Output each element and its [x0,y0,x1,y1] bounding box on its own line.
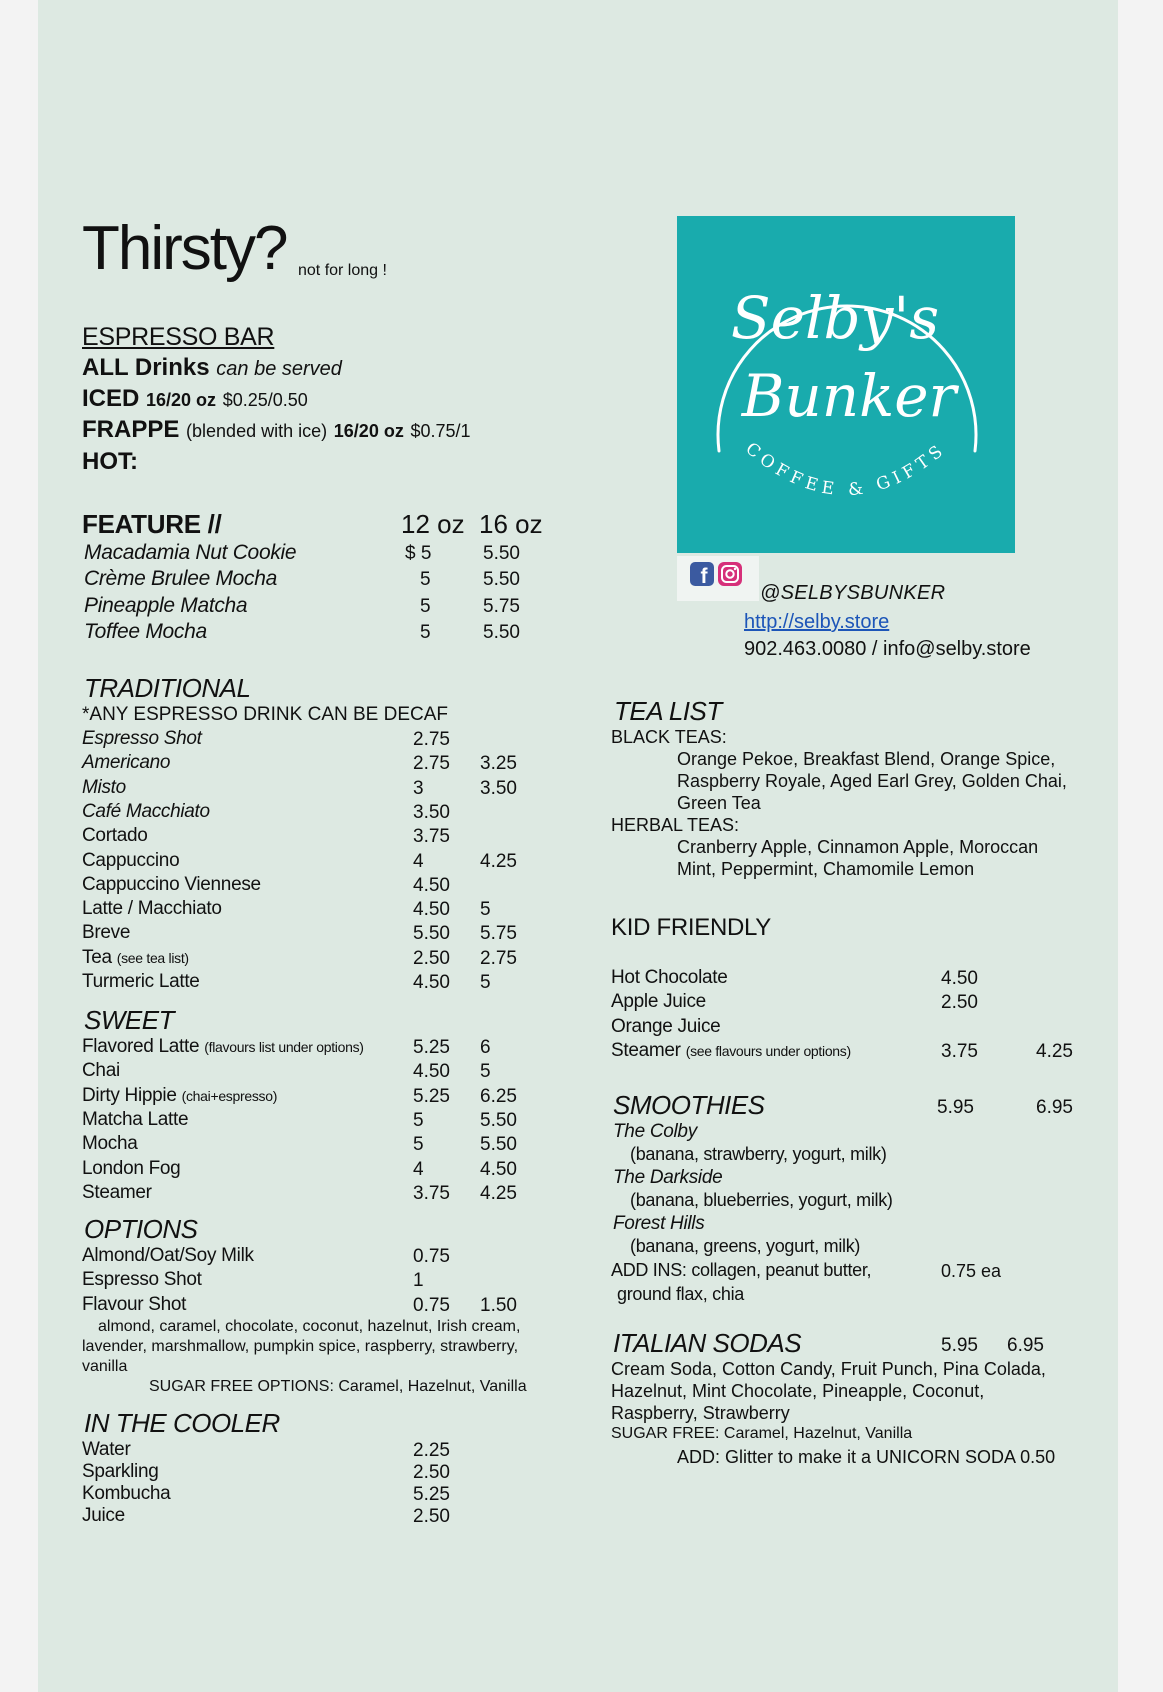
kid-item-name [611,967,733,989]
frappe-price: $0.75/1 [410,421,471,441]
traditional-item-name [82,971,205,993]
feature-item-name: Macadamia Nut Cookie [84,541,297,564]
page-title: Thirsty? [82,214,287,283]
kid-item-label: Hot Chocolate [611,967,728,988]
feature-item-price-12: 5 [420,622,431,643]
sweet-item-label: Mocha [82,1133,138,1155]
cooler-item-label: Kombucha [82,1483,171,1504]
sweet-item-name [82,1133,143,1155]
traditional-item-label: Misto [82,776,126,798]
decaf-note: *ANY ESPRESSO DRINK CAN BE DECAF [82,704,449,725]
italian-sodas-flavours: Cream Soda, Cotton Candy, Fruit Punch, Pina Colada, [611,1359,1046,1379]
italian-sodas-flavours: Raspberry, Strawberry [611,1403,790,1423]
traditional-item-name [82,801,215,823]
feature-col-12oz: 12 oz [401,509,465,539]
cooler-item-price-small: 5.25 [413,1484,450,1505]
traditional-item-name [82,777,131,799]
sweet-item-price-large: 4.50 [480,1158,517,1180]
traditional-item-price-small: 5.50 [413,923,450,945]
iced-line [82,385,308,413]
cooler-item-name [82,1461,159,1483]
website-link[interactable]: http://selby.store [744,611,890,633]
traditional-item-label: Espresso Shot [82,728,202,749]
kid-item-name [611,1040,851,1062]
traditional-item-price-small: 4.50 [413,972,450,993]
sweet-item-price-small: 5.25 [413,1085,450,1107]
add-ins-price: 0.75 ea [941,1261,1002,1281]
traditional-item-price-large: 5 [480,972,491,993]
brand-logo [677,216,1015,553]
italian-sodas-price-small: 5.95 [941,1335,978,1356]
traditional-item-label: Cappuccino [82,849,180,871]
social-handle: @SELBYSBUNKER [760,582,946,604]
sweet-item-price-large: 6 [480,1037,491,1058]
traditional-item-price-large: 3.50 [480,777,517,799]
unicorn-soda-addon: ADD: Glitter to make it a UNICORN SODA 0.50 [677,1447,1056,1467]
traditional-item-price-large: 5 [480,899,491,921]
traditional-item-price-large: 5.75 [480,923,517,945]
sweet-item-name [82,1036,364,1058]
sweet-item-price-small: 5 [413,1134,424,1156]
sweet-item-name [82,1060,125,1082]
traditional-item-price-small: 3.50 [413,801,450,823]
black-teas-line: Orange Pekoe, Breakfast Blend, Orange Spice, [677,749,1056,769]
iced-size: 16/20 oz [146,390,217,410]
sweet-item-note: (flavours list under options) [204,1039,364,1055]
smoothie-desc: (banana, greens, yogurt, milk) [630,1236,861,1256]
traditional-item-price-small: 2.75 [413,729,450,750]
options-heading: OPTIONS [84,1214,198,1244]
logo-arc [677,216,1015,553]
sweet-item-price-small: 4 [413,1158,424,1180]
traditional-item-name [82,825,153,847]
all-drinks-italic: can be served [216,358,342,380]
italian-sodas-heading: ITALIAN SODAS [613,1328,802,1358]
traditional-item-label: Cappuccino Viennese [82,873,261,895]
italian-sodas-flavours: Hazelnut, Mint Chocolate, Pineapple, Coconut, [611,1381,985,1401]
traditional-item-label: Cortado [82,825,148,847]
feature-item-price-12: 5 [420,569,431,590]
italian-sodas-price-large: 6.95 [1007,1335,1044,1356]
black-teas-line: Raspberry Royale, Aged Earl Grey, Golden Chai, [677,771,1067,791]
feature-item-name: Crème Brulee Mocha [84,567,278,590]
iced-label: ICED [82,385,140,412]
kid-item-name [611,1016,725,1038]
traditional-item-name [82,728,207,750]
option-item-price-small: 0.75 [413,1294,450,1316]
sweet-item-price-small: 3.75 [413,1182,450,1204]
feature-item-price-16: 5.50 [483,569,520,590]
option-item-label: Flavour Shot [82,1293,187,1315]
traditional-item-price-small: 4 [413,850,424,872]
sweet-item-label: Flavored Latte [82,1036,200,1057]
black-teas-line: Green Tea [677,793,761,813]
traditional-item-label: Tea [82,946,112,968]
smoothie-name: The Colby [613,1121,697,1142]
traditional-item-name [82,752,175,774]
traditional-item-name [82,947,189,969]
feature-item-price-16: 5.50 [483,622,520,643]
page-subtitle: not for long ! [298,262,387,279]
sweet-item-label: Steamer [82,1181,152,1203]
cooler-item-name [82,1483,170,1505]
iced-price: $0.25/0.50 [222,390,308,410]
smoothies-price-large: 6.95 [1036,1097,1073,1118]
sweet-item-note: (chai+espresso) [181,1087,278,1104]
frappe-note: (blended with ice) [186,421,328,441]
sweet-item-label: Chai [82,1060,120,1082]
cooler-item-price-small: 2.50 [413,1462,450,1483]
cooler-item-label: Juice [82,1505,125,1526]
smoothie-name: Forest Hills [613,1213,705,1234]
traditional-item-price-small: 4.50 [413,899,450,921]
cooler-item-price-small: 2.25 [413,1440,450,1461]
traditional-item-name [82,874,266,896]
sweet-item-name [82,1158,185,1180]
smoothies-heading: SMOOTHIES [613,1090,765,1120]
kid-item-label: Steamer [611,1039,681,1061]
option-item-name [82,1294,186,1316]
sweet-item-price-small: 5 [413,1109,424,1131]
traditional-item-price-small: 3.75 [413,826,450,848]
kid-item-note: (see flavours under options) [685,1042,851,1059]
flavours-line: almond, caramel, chocolate, coconut, hazelnut, Irish cream, [98,1318,521,1335]
cooler-item-name [82,1439,130,1461]
instagram-icon[interactable] [718,562,742,586]
kid-item-label: Orange Juice [611,1015,721,1037]
smoothie-name: The Darkside [613,1167,723,1188]
herbal-teas-line: Cranberry Apple, Cinnamon Apple, Moroccan [677,837,1039,857]
feature-item-name: Toffee Mocha [84,620,207,643]
feature-col-16oz: 16 oz [479,509,543,539]
frappe-size: 16/20 oz [333,421,404,441]
traditional-item-note: (see tea list) [116,949,189,966]
option-item-label: Espresso Shot [82,1269,202,1291]
add-ins-line: ADD INS: collagen, peanut butter, [611,1260,872,1280]
traditional-item-price-large: 2.75 [480,947,517,969]
sweet-item-price-small: 4.50 [413,1061,450,1083]
all-drinks-bold: ALL Drinks [82,354,210,381]
cooler-item-label: Sparkling [82,1461,159,1482]
social-icons [677,556,759,601]
sweet-item-name [82,1085,277,1107]
logo-name-line2: Bunker [741,362,957,430]
feature-item-price-12: $ 5 [405,543,432,564]
feature-item-price-16: 5.75 [483,596,520,617]
feature-item-name: Pineapple Matcha [84,594,248,617]
sugar-free-options: SUGAR FREE OPTIONS: Caramel, Hazelnut, Vanilla [149,1378,527,1395]
all-drinks-line [82,354,342,382]
traditional-item-price-small: 3 [413,777,424,799]
sweet-item-label: Matcha Latte [82,1108,189,1130]
herbal-teas-line: Mint, Peppermint, Chamomile Lemon [677,859,975,879]
cooler-item-label: Water [82,1439,131,1460]
kid-item-name [611,991,711,1013]
sweet-item-name [82,1109,193,1131]
option-item-price-large: 1.50 [480,1294,517,1316]
option-item-name [82,1269,202,1291]
smoothies-price-small: 5.95 [937,1097,974,1118]
traditional-item-name [82,922,135,944]
tea-list-heading: TEA LIST [614,696,722,726]
option-item-price-small: 1 [413,1270,424,1292]
traditional-item-price-small: 2.75 [413,753,450,775]
feature-heading: FEATURE // [82,509,222,539]
sweet-item-price-large: 4.25 [480,1182,517,1204]
logo-tagline: COFFEE & GIFTS [741,438,951,501]
herbal-teas-label: HERBAL TEAS: [611,815,740,835]
cooler-item-name [82,1505,125,1527]
logo-name-line1: Selby's [730,284,940,352]
traditional-item-price-small: 2.50 [413,947,450,969]
contact-info: 902.463.0080 / info@selby.store [744,638,1031,660]
option-item-price-small: 0.75 [413,1246,450,1267]
kid-item-price-small: 3.75 [941,1040,978,1062]
sweet-item-price-large: 5.50 [480,1109,517,1131]
traditional-item-name [82,898,227,920]
facebook-icon[interactable] [690,562,714,588]
sweet-item-price-small: 5.25 [413,1037,450,1058]
traditional-item-label: Turmeric Latte [82,971,200,992]
traditional-item-label: Breve [82,922,131,944]
traditional-item-label: Latte / Macchiato [82,898,222,920]
frappe-line [82,416,471,444]
flavours-line: vanilla [82,1358,128,1375]
frappe-label: FRAPPE [82,416,180,443]
traditional-item-name [82,850,184,872]
black-teas-label: BLACK TEAS: [611,727,727,747]
traditional-item-price-large: 4.25 [480,850,517,872]
kid-item-label: Apple Juice [611,991,706,1013]
kid-item-price-large: 4.25 [1036,1040,1073,1062]
flavours-line: lavender, marshmallow, pumpkin spice, raspberry, strawberry, [82,1338,519,1355]
espresso-bar-heading: ESPRESSO BAR [82,323,275,351]
option-item-label: Almond/Oat/Soy Milk [82,1245,254,1266]
kid-item-price-small: 2.50 [941,992,978,1014]
kid-friendly-heading: KID FRIENDLY [611,914,771,941]
smoothie-desc: (banana, strawberry, yogurt, milk) [630,1144,887,1164]
traditional-item-price-small: 4.50 [413,874,450,896]
option-item-name [82,1245,254,1267]
traditional-item-price-large: 3.25 [480,753,517,775]
svg-text:f: f [700,565,708,588]
sweet-item-price-large: 5.50 [480,1134,517,1156]
traditional-item-label: Americano [82,752,171,774]
traditional-heading: TRADITIONAL [84,673,251,703]
italian-sodas-sugar-free: SUGAR FREE: Caramel, Hazelnut, Vanilla [611,1425,913,1442]
kid-item-price-small: 4.50 [941,968,978,989]
feature-item-price-12: 5 [420,596,431,617]
smoothie-desc: (banana, blueberries, yogurt, milk) [630,1190,893,1210]
sweet-item-price-large: 6.25 [480,1085,517,1107]
feature-item-price-16: 5.50 [483,543,520,564]
add-ins-line: ground flax, chia [617,1284,744,1304]
cooler-heading: IN THE COOLER [84,1408,280,1438]
cooler-item-price-small: 2.50 [413,1506,450,1527]
hot-label: HOT: [82,448,138,475]
sweet-item-name [82,1182,157,1204]
sweet-heading: SWEET [84,1005,174,1035]
sweet-item-label: London Fog [82,1157,181,1179]
traditional-item-label: Café Macchiato [82,800,210,822]
sweet-item-label: Dirty Hippie [82,1084,177,1106]
sweet-item-price-large: 5 [480,1061,491,1083]
